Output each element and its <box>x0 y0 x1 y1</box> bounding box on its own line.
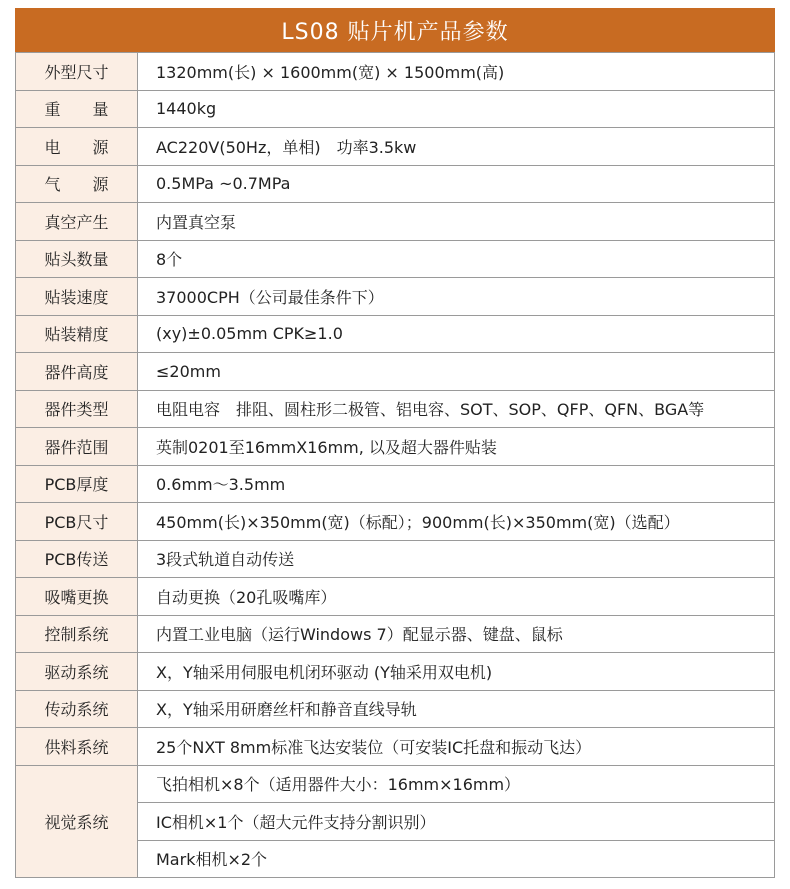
spec-value: X，Y轴采用研磨丝杆和静音直线导轨 <box>138 690 775 728</box>
spec-label: PCB厚度 <box>16 465 138 503</box>
spec-value: IC相机×1个（超大元件支持分割识别） <box>138 803 775 841</box>
spec-label: 气 源 <box>16 165 138 203</box>
spec-row <box>16 578 775 616</box>
spec-label: 贴头数量 <box>16 240 138 278</box>
spec-label: PCB传送 <box>16 540 138 578</box>
spec-label: 外型尺寸 <box>16 53 138 91</box>
spec-row <box>16 240 775 278</box>
spec-value: X，Y轴采用伺服电机闭环驱动 (Y轴采用双电机) <box>138 653 775 691</box>
spec-row <box>16 53 775 91</box>
spec-label: 供料系统 <box>16 728 138 766</box>
spec-sheet <box>15 8 775 878</box>
spec-value: 自动更换（20孔吸嘴库） <box>138 578 775 616</box>
spec-label: PCB尺寸 <box>16 503 138 541</box>
spec-row <box>16 353 775 391</box>
spec-value: 450mm(长)×350mm(宽)（标配）；900mm(长)×350mm(宽)（选配） <box>138 503 775 541</box>
spec-table <box>15 52 775 878</box>
spec-value: 25个NXT 8mm标准飞达安装位（可安装IC托盘和振动飞达） <box>138 728 775 766</box>
spec-row <box>16 428 775 466</box>
spec-row <box>16 465 775 503</box>
spec-value: 37000CPH（公司最佳条件下） <box>138 278 775 316</box>
spec-label: 器件范围 <box>16 428 138 466</box>
spec-row <box>16 690 775 728</box>
spec-row <box>16 540 775 578</box>
spec-value: ≤20mm <box>138 353 775 391</box>
spec-title: LS08 贴片机产品参数 <box>15 8 775 52</box>
spec-value: 电阻电容 排阻、圆柱形二极管、铝电容、SOT、SOP、QFP、QFN、BGA等 <box>138 390 775 428</box>
spec-value: 1320mm(长) × 1600mm(宽) × 1500mm(高) <box>138 53 775 91</box>
spec-value: 1440kg <box>138 90 775 128</box>
spec-label: 真空产生 <box>16 203 138 241</box>
spec-row <box>16 615 775 653</box>
spec-value: 0.5MPa ~0.7MPa <box>138 165 775 203</box>
spec-row <box>16 728 775 766</box>
spec-value: Mark相机×2个 <box>138 840 775 878</box>
spec-label: 控制系统 <box>16 615 138 653</box>
spec-value: 3段式轨道自动传送 <box>138 540 775 578</box>
spec-label: 器件高度 <box>16 353 138 391</box>
spec-row <box>16 203 775 241</box>
spec-row <box>16 765 775 803</box>
spec-row <box>16 503 775 541</box>
spec-row <box>16 315 775 353</box>
spec-value: 8个 <box>138 240 775 278</box>
spec-row <box>16 653 775 691</box>
spec-value: (xy)±0.05mm CPK≥1.0 <box>138 315 775 353</box>
spec-label: 吸嘴更换 <box>16 578 138 616</box>
spec-label: 驱动系统 <box>16 653 138 691</box>
spec-value: 内置工业电脑（运行Windows 7）配显示器、键盘、鼠标 <box>138 615 775 653</box>
spec-label: 贴装速度 <box>16 278 138 316</box>
spec-row <box>16 128 775 166</box>
spec-row <box>16 165 775 203</box>
spec-row <box>16 278 775 316</box>
spec-label: 电 源 <box>16 128 138 166</box>
spec-row <box>16 90 775 128</box>
spec-label: 贴装精度 <box>16 315 138 353</box>
spec-label: 器件类型 <box>16 390 138 428</box>
spec-row <box>16 390 775 428</box>
spec-label: 视觉系统 <box>16 765 138 878</box>
spec-value: 内置真空泵 <box>138 203 775 241</box>
spec-label: 传动系统 <box>16 690 138 728</box>
spec-label: 重 量 <box>16 90 138 128</box>
spec-value: AC220V(50Hz，单相) 功率3.5kw <box>138 128 775 166</box>
spec-value: 英制0201至16mmX16mm, 以及超大器件贴装 <box>138 428 775 466</box>
spec-value: 0.6mm～3.5mm <box>138 465 775 503</box>
spec-value: 飞拍相机×8个（适用器件大小：16mm×16mm） <box>138 765 775 803</box>
